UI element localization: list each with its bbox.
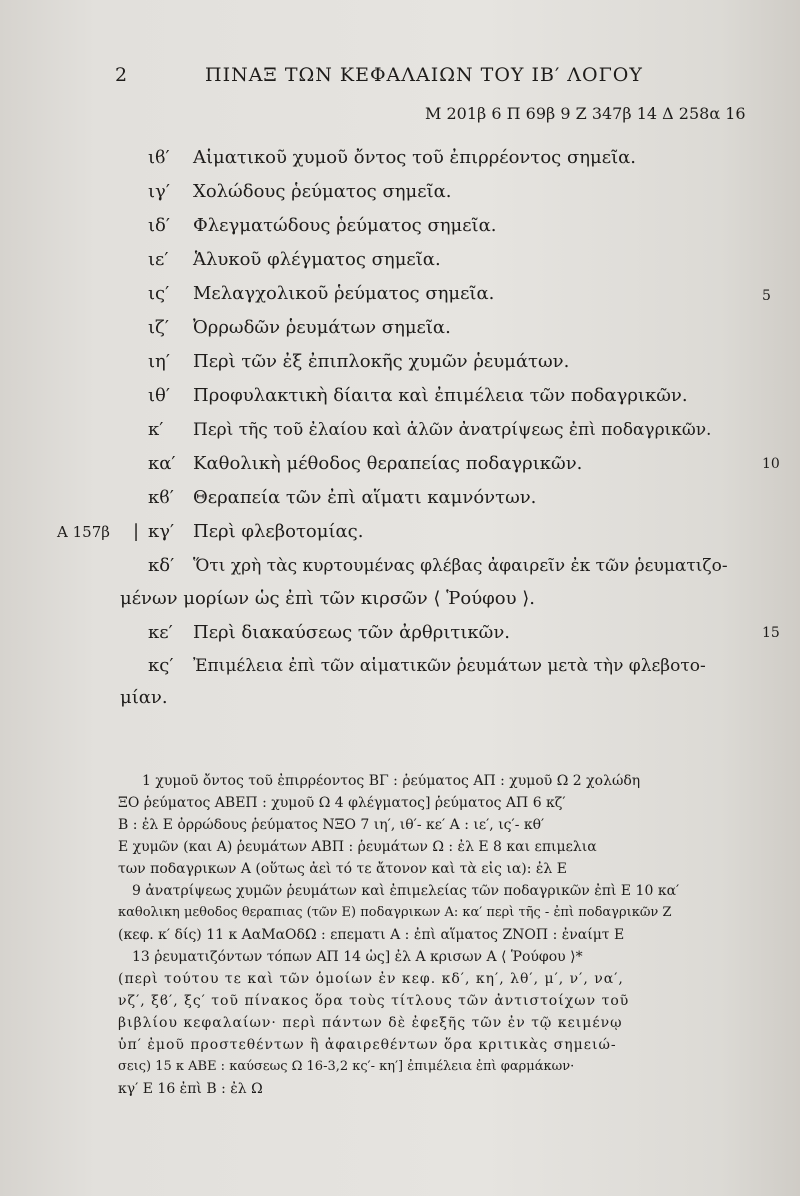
entry-number: ιϐ′: [148, 147, 170, 168]
page-number: 2: [115, 64, 128, 86]
apparatus-line: 1 χυμοῦ ὄντος τοῦ ἐπιρρέοντος ΒΓ : ῥεύματος ΑΠ : χυμοῦ Ω 2 χολώδη: [142, 773, 641, 789]
apparatus-line: ΞΟ ῥεύματος ΑΒΕΠ : χυμοῦ Ω 4 φλέγματος] ῥεύματος ΑΠ 6 κζ′: [118, 795, 566, 811]
entry-text: Θεραπεία τῶν ἐπὶ αἵματι καμνόντων.: [193, 487, 537, 508]
apparatus-line: 9 ἀνατρίψεως χυμῶν ῥευμάτων καὶ ἐπιμελείας τῶν ποδαγρικῶν ἐπὶ Ε 10 κα′: [132, 883, 680, 899]
apparatus-line: νζ′, ξϐ′, ξς′ τοῦ πίνακος ὅρα τοὺς τίτλους τῶν ἀντιστοίχων τοῦ: [118, 993, 630, 1009]
entry-number: κα′: [148, 453, 176, 474]
margin-bar: |: [133, 521, 140, 542]
entry-text: Ὅτι χρὴ τὰς κυρτουμένας φλέβας ἀφαιρεῖν ἐκ τῶν ῥευματιζο-: [193, 556, 728, 576]
entry-number: ιζ′: [148, 317, 169, 338]
entry-text: Καθολικὴ μέθοδος θεραπείας ποδαγρικῶν.: [193, 453, 583, 474]
entry-number: ιθ′: [148, 385, 170, 406]
entry-text: Προφυλακτικὴ δίαιτα καὶ ἐπιμέλεια τῶν ποδαγρικῶν.: [193, 385, 688, 406]
apparatus-line: 13 ῥευματιζόντων τόπων ΑΠ 14 ὡς] ἐλ Α κρισων Α ⟨ Ῥούφου ⟩*: [132, 949, 583, 965]
entry-number: ιη′: [148, 351, 170, 372]
line-number: 15: [762, 625, 780, 641]
critical-apparatus: [118, 770, 778, 1100]
manuscript-sigla: M 201β 6 Π 69β 9 Z 347β 14 Δ 258α 16: [425, 104, 746, 123]
entry-number: ις′: [148, 283, 170, 304]
apparatus-line: Β : ἐλ Ε ὀρρώδους ῥεύματος ΝΞΟ 7 ιη′, ιθ′- κε′ Α : ιε′, ις′- κθ′: [118, 817, 545, 833]
entry-text: Περὶ τῆς τοῦ ἐλαίου καὶ ἁλῶν ἀνατρίψεως ἐπὶ ποδαγρικῶν.: [193, 420, 712, 440]
apparatus-line: καθολικη μεθοδος θεραπιας (τῶν Ε) ποδαγρικων Α: κα′ περὶ τῆς - ἐπὶ ποδαγρικῶν Ζ: [118, 905, 672, 920]
entry-number: κ′: [148, 419, 164, 440]
entry-number: κς′: [148, 655, 174, 676]
apparatus-line: βιβλίου κεφαλαίων· περὶ πάντων δὲ ἐφεξῆς τῶν ἐν τῷ κειμένῳ: [118, 1015, 623, 1031]
entry-text: Μελαγχολικοῦ ῥεύματος σημεῖα.: [193, 283, 495, 304]
entry-continuation: μένων μορίων ὡς ἐπὶ τῶν κιρσῶν ⟨ Ῥούφου ⟩.: [120, 588, 535, 609]
entry-text: Αἱματικοῦ χυμοῦ ὄντος τοῦ ἐπιρρέοντος σημεῖα.: [193, 147, 637, 168]
apparatus-line: (περὶ τούτου τε καὶ τῶν ὁμοίων ἐν κεφ. κδ′, κη′, λθ′, μ′, ν′, να′,: [118, 971, 624, 987]
entry-number: κϐ′: [148, 487, 174, 508]
entry-number: κγ′: [148, 521, 175, 542]
line-number: 10: [762, 456, 780, 472]
entry-text: Περὶ διακαύσεως τῶν ἀρθριτικῶν.: [193, 622, 510, 643]
margin-reference: A 157β: [57, 523, 110, 541]
entry-text: Ἁλυκοῦ φλέγματος σημεῖα.: [193, 249, 441, 270]
entry-number: ιε′: [148, 249, 169, 270]
entry-text: Περὶ τῶν ἐξ ἐπιπλοκῆς χυμῶν ῥευμάτων.: [193, 351, 570, 372]
entry-number: κδ′: [148, 555, 175, 576]
line-number: 5: [762, 288, 771, 304]
entry-number: ιδ′: [148, 215, 170, 236]
entry-number: κε′: [148, 622, 173, 643]
apparatus-line: των ποδαγρικων Α (οὕτως ἀεὶ τό τε ἄτονον καὶ τὰ εἰς ια): ἐλ Ε: [118, 861, 567, 877]
apparatus-line: κγ′ Ε 16 ἐπὶ Β : ἐλ Ω: [118, 1081, 263, 1097]
running-title: ΠΙΝΑΞ ΤΩΝ ΚΕΦΑΛΑΙΩΝ ΤΟΥ ΙΒ′ ΛΟΓΟΥ: [205, 64, 643, 86]
entry-text: Ἐπιμέλεια ἐπὶ τῶν αἱματικῶν ῥευμάτων μετὰ τὴν φλεβοτο-: [193, 656, 706, 676]
apparatus-line: (κεφ. κ′ δίς) 11 κ ΑαΜαΟδΩ : επεματι Α : ἐπὶ αἵματος ΖΝΟΠ : ἐναίμτ Ε: [118, 927, 625, 943]
running-header: [115, 64, 745, 90]
entry-text: Περὶ φλεβοτομίας.: [193, 521, 364, 542]
entry-text: Φλεγματώδους ῥεύματος σημεῖα.: [193, 215, 497, 236]
entry-text: Ὀρρωδῶν ῥευμάτων σημεῖα.: [193, 317, 451, 338]
apparatus-line: σεις) 15 κ ΑΒΕ : καύσεως Ω 16-3,2 κς′- κη′] ἐπιμέλεια ἐπὶ φαρμάκων·: [118, 1059, 575, 1074]
apparatus-line: ὑπ′ ἐμοῦ προστεθέντων ἢ ἀφαιρεθέντων ὅρα κριτικὰς σημειώ-: [118, 1037, 617, 1053]
entry-continuation: μίαν.: [120, 687, 168, 708]
entry-number: ιγ′: [148, 181, 170, 202]
apparatus-line: Ε χυμῶν (και Α) ῥευμάτων ΑΒΠ : ῥευμάτων Ω : ἐλ Ε 8 και επιμελια: [118, 839, 597, 855]
entry-text: Χολώδους ῥεύματος σημεῖα.: [193, 181, 452, 202]
